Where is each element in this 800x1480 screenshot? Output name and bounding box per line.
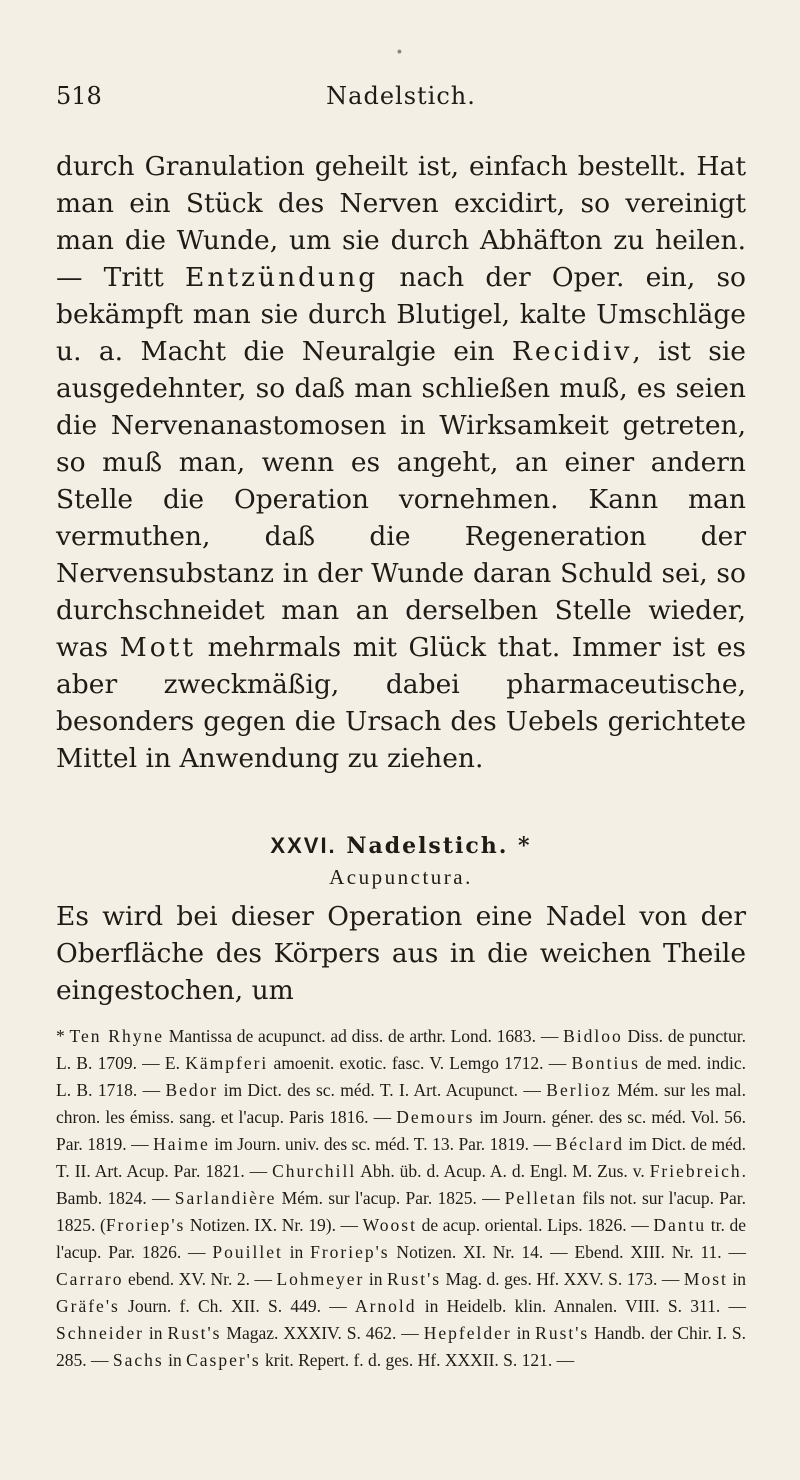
footnote-text: fils not. sur l'acup. Par. 1825. ( [56,1188,746,1235]
running-head: Nadelstich. [326,82,476,110]
footnote-text: Notizen. XI. Nr. 14. — Ebend. XIII. Nr. 11. — [389,1242,746,1262]
body-text-segment: durch Granulation geheilt ist, einfach bestellt. Hat man ein Stück des Nerven excidirt, so vereinigt man die Wunde, um sie durch Abhäfton zu heilen. — Tritt [56,151,746,293]
book-page [56,82,746,1374]
section-paragraph: Es wird bei dieser Operation eine Nadel von der Oberfläche des Körpers aus in die weichen Theile eingestochen, um [56,901,746,1006]
footnote-text: de med. indic. L. B. 1718. — [56,1053,747,1100]
footnote-text: Journ. f. Ch. XII. S. 449. — [119,1296,355,1316]
footnote-author: Froriep's [310,1242,390,1262]
footnote-author: Pelletan [504,1188,578,1208]
footnote-author: Rust's [387,1269,442,1289]
footnote-text: in [511,1323,536,1343]
footnote-author: Demours [396,1107,475,1127]
footnote-author: Casper's [186,1350,261,1370]
footnote-author: Haime [153,1134,210,1154]
footnote [56,1023,746,1374]
footnote-author: Lohmeyer [276,1269,365,1289]
footnote-text: im Journ. univ. des sc. méd. T. 13. Par. 1819. — [209,1134,556,1154]
footnote-text: Mag. d. ges. Hf. XXV. S. 173. — [441,1269,684,1289]
section-title-text: Nadelstich. * [336,833,532,859]
footnote-text: Notizen. IX. Nr. 19). — [185,1215,363,1235]
page-header [56,82,746,122]
footnote-text: * [56,1026,70,1046]
body-text-segment: mehrmals mit Glück that. Immer ist es aber zweckmäßig, dabei pharmaceutische, besonders gegen die Ursach des Uebels gerichtete Mittel in Anwendung zu ziehen. [56,632,746,774]
body-paragraph [56,148,746,777]
body-emphasis: Recidiv [511,336,633,367]
footnote-text: in [727,1269,746,1289]
footnote-text: Abh. üb. d. Acup. A. d. Engl. M. Zus. v. [356,1161,650,1181]
footnote-text: . Bamb. 1824. — [56,1161,746,1208]
body-text-segment: , ist sie ausgedehnter, so daß man schließen muß, es seien die Nervenanastomosen in Wirksamkeit getreten, so muß man, wenn es angeht, an einer andern Stelle die Operation vornehmen. Kann man vermuthen, daß die Regeneration der Nervensubstanz in der Wunde daran Schuld sei, so durchschneidet man an derselben Stelle wieder, was [56,336,746,663]
footnote-author: Woost [362,1215,417,1235]
footnote-text: Mém. sur l'acup. Par. 1825. — [276,1188,505,1208]
section-title [56,833,746,859]
footnote-text: Handb. der Chir. I. S. 285. — [56,1323,746,1370]
ink-mark: ∙ [396,44,403,60]
footnote-text: Magaz. XXXIV. S. 462. — [221,1323,424,1343]
footnote-author: Bidloo [563,1026,623,1046]
footnote-author: Berlioz [546,1080,612,1100]
footnote-text: Diss. de punctur. L. B. 1709. — E. [56,1026,746,1073]
footnote-text: in [282,1242,311,1262]
body-text-segment: nach der Oper. ein, so bekämpft man sie durch Blutigel, kalte Umschläge u. a. Macht die Neuralgie ein [56,262,746,367]
footnote-author: Froriep's [105,1215,186,1235]
footnote-text: im Dict. de méd. T. II. Art. Acup. Par. 1821. — [56,1134,746,1181]
footnote-text: in [364,1269,387,1289]
section-number: XXVI. [270,833,337,858]
footnote-text: de acup. oriental. Lips. 1826. — [416,1215,654,1235]
footnote-author: Gräfe's [56,1296,120,1316]
footnote-text: krit. Repert. f. d. ges. Hf. XXXII. S. 121. — [260,1350,575,1370]
footnote-author: Arnold [354,1296,417,1316]
footnote-text: in [143,1323,168,1343]
body-emphasis: Entzündung [185,262,379,293]
footnote-text: ebend. XV. Nr. 2. — [123,1269,277,1289]
footnote-author: Ten Rhyne [69,1026,164,1046]
footnote-author: Rust's [167,1323,222,1343]
footnote-author: Churchill [272,1161,357,1181]
footnote-author: Sachs [112,1350,164,1370]
footnote-text: Mantissa de acupunct. ad diss. de arthr. Lond. 1683. — [164,1026,564,1046]
footnote-author: Most [683,1269,728,1289]
footnote-author: Kämpferi [185,1053,269,1073]
footnote-author: Friebreich [649,1161,742,1181]
footnote-author: Carraro [56,1269,124,1289]
footnote-author: Hepfelder [423,1323,512,1343]
footnote-author: Pouillet [212,1242,283,1262]
footnote-text: amoenit. exotic. fasc. V. Lemgo 1712. — [268,1053,572,1073]
body-emphasis: Mott [119,632,197,663]
footnote-text: tr. de l'acup. Par. 1826. — [56,1215,746,1262]
footnote-text: im Journ. géner. des sc. méd. Vol. 56. Par. 1819. — [56,1107,746,1154]
footnote-author: Dantu [653,1215,707,1235]
footnote-author: Rust's [535,1323,590,1343]
page-number: 518 [56,82,102,110]
footnote-author: Schneider [56,1323,144,1343]
footnote-text: Mém. sur les mal. chron. les émiss. sang. et l'acup. Paris 1816. — [56,1080,746,1127]
footnote-text: in [163,1350,187,1370]
footnote-author: Béclard [555,1134,624,1154]
footnote-text: im Dict. des sc. méd. T. I. Art. Acupunct. — [218,1080,547,1100]
footnote-text: in Heidelb. klin. Annalen. VIII. S. 311. — [416,1296,746,1316]
section-heading [56,833,746,890]
footnote-author: Bedor [165,1080,219,1100]
section-subtitle: Acupunctura. [329,865,473,889]
footnote-author: Sarlandière [174,1188,277,1208]
footnote-author: Bontius [571,1053,640,1073]
